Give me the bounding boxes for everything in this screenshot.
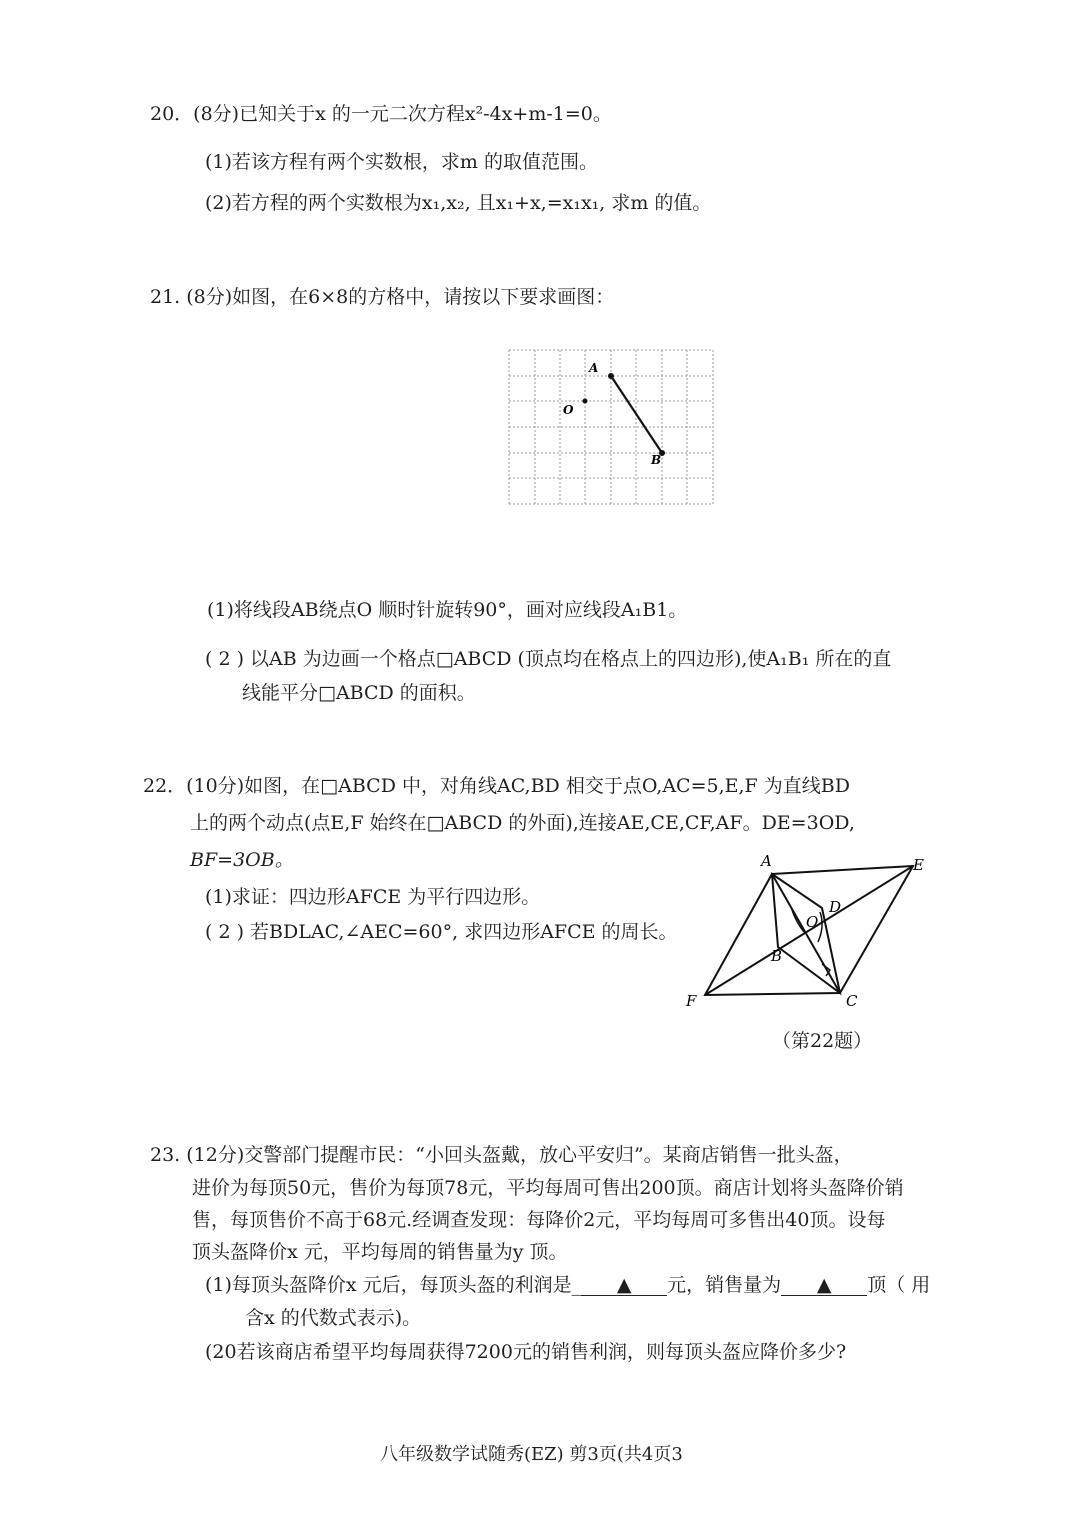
label-a: A — [589, 361, 599, 375]
q22-part1: (1)求证：四边形AFCE 为平行四边形。 — [205, 886, 541, 908]
q23-line3: 售，每顶售价不高于68元.经调查发现：每降价2元，平均每周可多售出40顶。设每 — [192, 1209, 886, 1231]
label-c: C — [846, 992, 858, 1010]
q23-part1-text-a: (1)每顶头盔降价x 元后，每顶头盔的利润是_ — [205, 1274, 582, 1296]
q22-geometry-figure — [680, 848, 930, 1018]
label-f: F — [686, 992, 697, 1010]
q22-line3: BF=3OB。 — [190, 849, 294, 871]
pencil-mark-2 — [818, 912, 822, 942]
answer-blank-sales[interactable]: ▲ — [781, 1275, 867, 1296]
label-d: D — [829, 898, 842, 916]
q21-part2-line1: ( 2 ) 以AB 为边画一个格点□ABCD (顶点均在格点上的四边形),使A₁B₁ 所在的直 — [205, 648, 892, 670]
point-o — [583, 399, 588, 404]
q23-line2: 进价为每顶50元，售价为每顶78元，平均每周可售出200顶。商店计划将头盔降价销 — [192, 1177, 904, 1199]
q23-part1-line2: 含x 的代数式表示)。 — [245, 1307, 422, 1329]
q22-part2: ( 2 ) 若BDLAC,∠AEC=60°, 求四边形AFCE 的周长。 — [205, 921, 678, 943]
q22-line1: 22．(10分)如图，在□ABCD 中，对角线AC,BD 相交于点O,AC=5,E,F 为直线BD — [143, 775, 850, 797]
q23-line4: 顶头盔降价x 元，平均每周的销售量为y 顶。 — [192, 1241, 568, 1263]
label-a: A — [761, 852, 772, 870]
q21-stem: 21. (8分)如图，在6×8的方格中，请按以下要求画图： — [150, 286, 615, 308]
page-footer: 八年级数学试随秀(EZ) 剪3页(共4页3 — [380, 1444, 683, 1465]
q21-part1: (1)将线段AB绕点O 顺时针旋转90°，画对应线段A₁B1。 — [207, 599, 688, 621]
q23-part1-text-c: 顶（ 用 — [867, 1274, 931, 1296]
q20-part2: (2)若方程的两个实数根为x₁,x₂, 且x₁+x,=x₁x₁, 求m 的值。 — [205, 192, 712, 214]
label-e: E — [913, 856, 924, 874]
q23-part1-text-b: 元，销售量为 — [667, 1274, 782, 1296]
label-b: B — [771, 947, 783, 965]
label-b: B — [651, 453, 662, 467]
label-o: O — [563, 403, 574, 417]
answer-blank-profit[interactable]: ▲ — [581, 1275, 667, 1296]
point-a — [608, 373, 614, 379]
q22-line2: 上的两个动点(点E,F 始终在□ABCD 的外面),连接AE,CE,CF,AF。DE=3OD, — [190, 812, 855, 834]
q21-part2-line2: 线能平分□ABCD 的面积。 — [242, 682, 476, 704]
label-o: O — [806, 913, 819, 931]
q22-figure-caption: （第22题） — [772, 1030, 873, 1052]
q23-part1 — [205, 1273, 930, 1297]
q23-line1: 23. (12分)交警部门提醒市民：“小回头盔戴，放心平安归”。某商店销售一批头盔， — [150, 1144, 853, 1166]
q20-stem: 20．(8分)已知关于x 的一元二次方程x²-4x+m-1=0。 — [150, 103, 612, 125]
q23-part2: (20若该商店希望平均每周获得7200元的销售利润，则每顶头盔应降价多少? — [205, 1341, 847, 1363]
q21-grid-figure — [507, 348, 717, 508]
q20-part1: (1)若该方程有两个实数根，求m 的取值范围。 — [205, 151, 598, 173]
